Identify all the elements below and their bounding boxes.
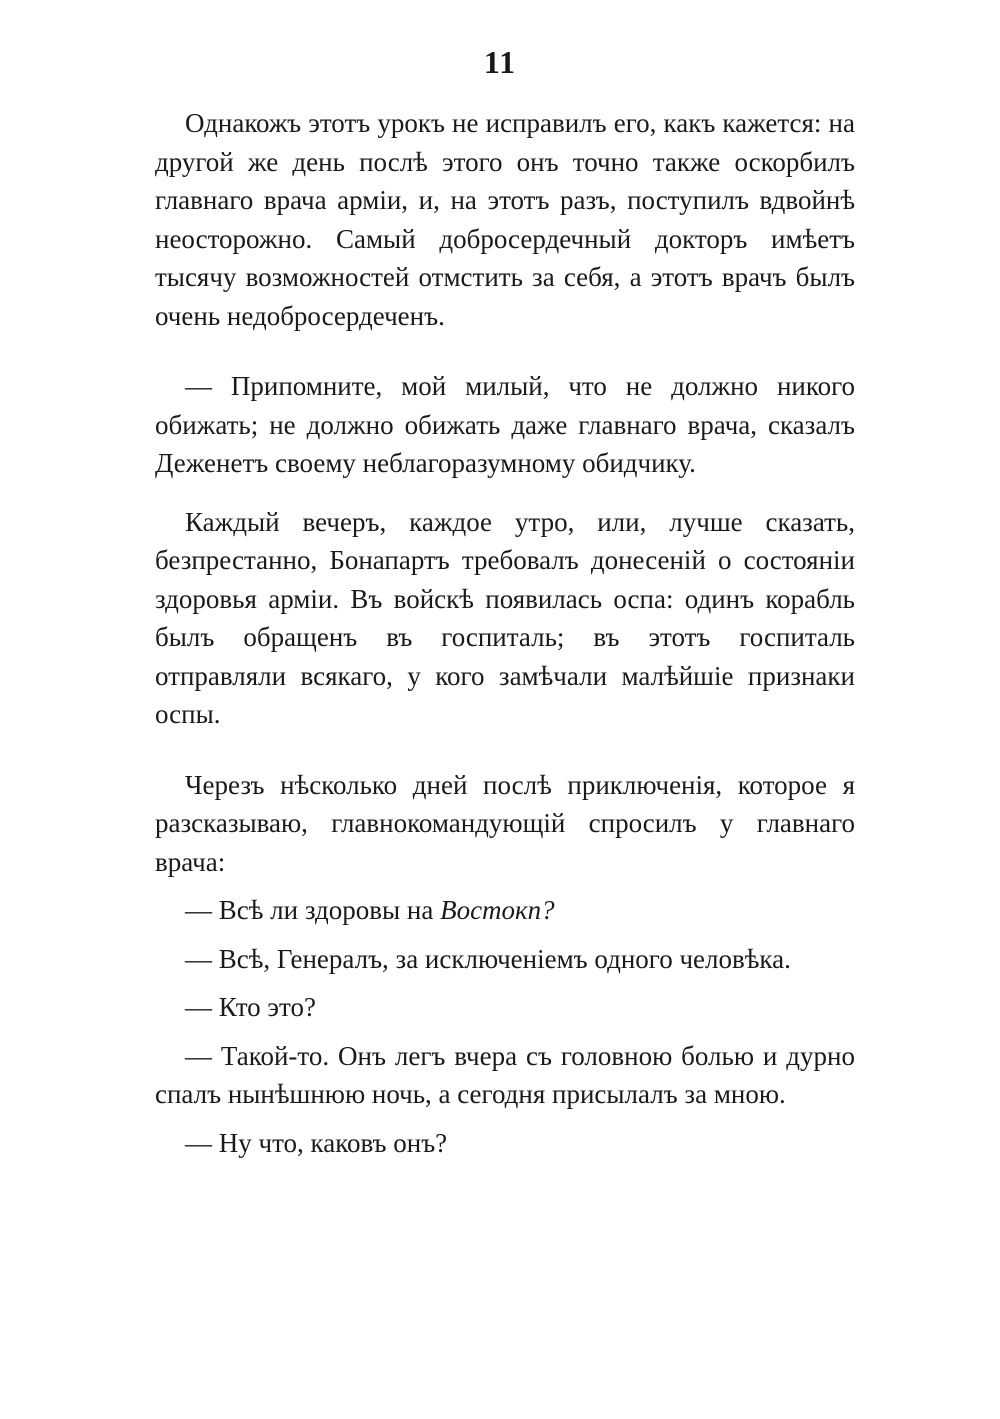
paragraph-question-intro: Черезъ нѣсколько дней послѣ приключенія, которое я разсказываю, главнокомандующій спросилъ у главнаго врача: [155, 769, 855, 877]
page-number: 11 [483, 44, 517, 80]
paragraph-lesson: Однакожъ этотъ урокъ не исправилъ его, какъ кажется: на другой же день послѣ этого онъ точно также оскорбилъ главнаго врача арміи, и, на этотъ разъ, поступилъ вдвойнѣ неосторожно. Самый добросердечный докторъ имѣетъ тысячу возможностей отмстить за себя, а этотъ врачъ былъ очень недобросердеченъ. [155, 108, 855, 331]
dialogue-text: — Всѣ ли здоровы на [185, 895, 441, 925]
dialogue-line: — Такой-то. Онъ легъ вчера съ головною болью и дурно спалъ нынѣшнюю ночь, а сегодня присылалъ за мною. [155, 1040, 855, 1109]
page-body [155, 104, 855, 1162]
dialogue-line [155, 891, 855, 930]
paragraph-advice: — Припомните, мой милый, что не должно никого обижать; не должно обижать даже главнаго врача, сказалъ Деженетъ своему неблагоразумному обидчику. [155, 371, 855, 478]
dialogue-line: — Всѣ, Генералъ, за исключеніемъ одного человѣка. [185, 943, 791, 974]
dialogue-line: — Ну что, каковъ онъ? [185, 1127, 448, 1158]
dialogue-line: — Кто это? [185, 992, 316, 1022]
ship-name: Востокп? [440, 895, 555, 925]
paragraph-reports: Каждый вечеръ, каждое утро, или, лучше сказать, безпрестанно, Бонапартъ требовалъ донесеній о состояніи здоровья арміи. Въ войскѣ появилась оспа: одинъ корабль былъ обращенъ въ госпиталь; въ этотъ госпиталь отправляли всякаго, у кого замѣчали малѣйшіе признаки оспы. [155, 506, 855, 729]
